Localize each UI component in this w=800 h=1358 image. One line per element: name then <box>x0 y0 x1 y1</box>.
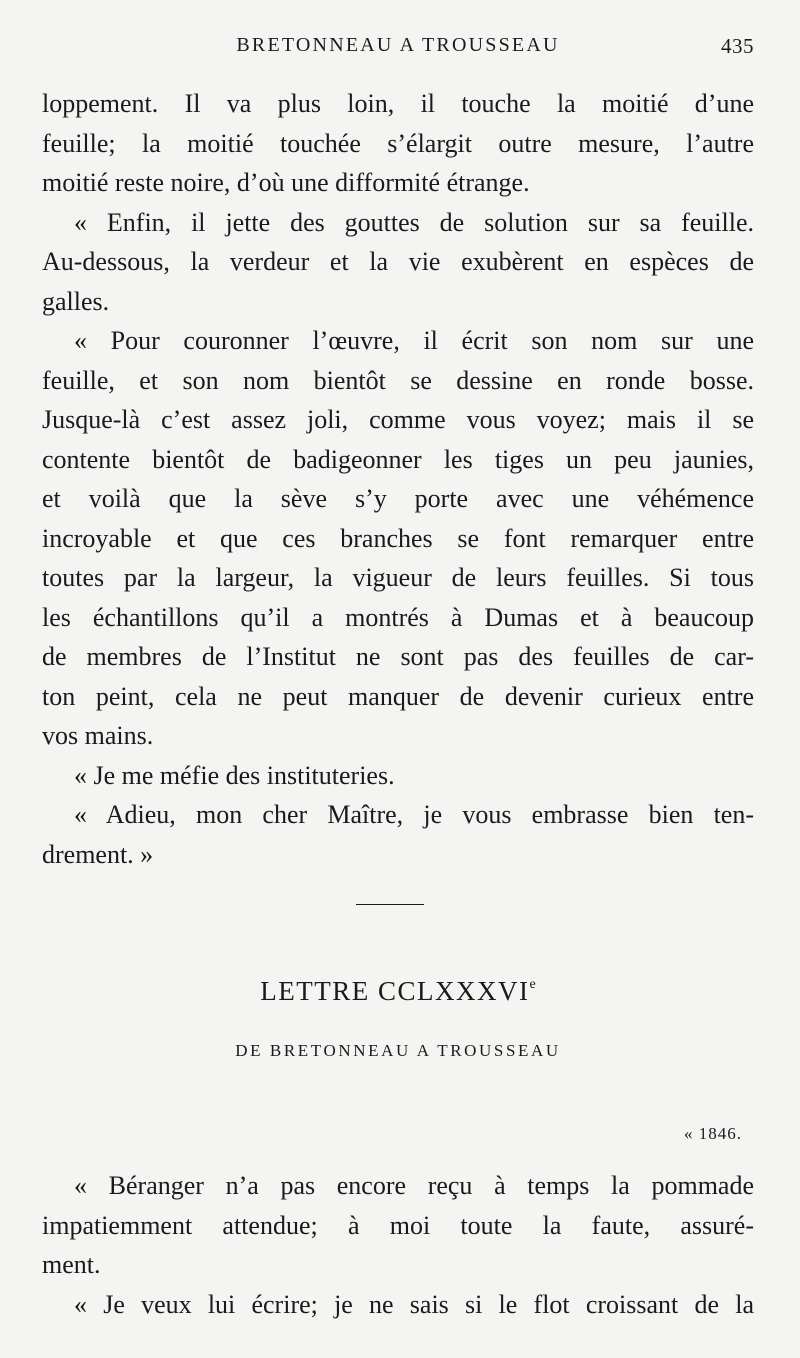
text-line: vos mains. <box>42 721 154 750</box>
text-block-top <box>42 84 754 874</box>
text-line: contente bientôt de badigeonner les tiges un peu jaunies, <box>42 444 754 474</box>
text-line: incroyable et que ces branches se font remarquer entre <box>42 523 754 553</box>
letter-title-suffix: e <box>529 977 536 992</box>
text-line: et voilà que la sève s’y porte avec une véhémence <box>42 484 754 513</box>
text-line: loppement. Il va plus loin, il touche la moitié d’une <box>42 89 754 118</box>
text-line: feuille, et son nom bientôt se dessine en ronde bosse. <box>42 365 754 395</box>
text-line: de membres de l’Institut ne sont pas des feuilles de car- <box>42 642 754 671</box>
text-line: ment. <box>42 1250 101 1279</box>
letter-date: « 1846. <box>684 1124 742 1143</box>
text-line: feuille; la moitié touchée s’élargit outre mesure, l’autre <box>42 128 754 158</box>
text-line: « Je me méfie des instituteries. <box>74 760 395 790</box>
text-line: drement. » <box>42 839 154 869</box>
text-block-bottom <box>42 1166 754 1324</box>
text-line: impatiemment attendue; à moi toute la faute, assuré- <box>42 1210 754 1240</box>
text-line: « Je veux lui écrire; je ne sais si le flot croissant de la <box>74 1289 754 1319</box>
running-head <box>42 32 754 64</box>
letter-title <box>42 976 754 1007</box>
text-line: « Pour couronner l’œuvre, il écrit son nom sur une <box>74 326 754 355</box>
text-line: les échantillons qu’il a montrés à Dumas et à beaucoup <box>42 602 754 632</box>
section-divider <box>356 904 424 905</box>
letter-title-text: LETTRE CCLXXXVI <box>260 976 530 1006</box>
text-line: Jusque-là c’est assez joli, comme vous voyez; mais il se <box>42 405 754 434</box>
text-line: ton peint, cela ne peut manquer de devenir curieux entre <box>42 681 754 711</box>
text-line: toutes par la largeur, la vigueur de leurs feuilles. Si tous <box>42 563 754 592</box>
text-line: moitié reste noire, d’où une difformité étrange. <box>42 168 530 197</box>
text-line: « Béranger n’a pas encore reçu à temps la pommade <box>74 1171 754 1200</box>
text-line: Au-dessous, la verdeur et la vie exubèrent en espèces de <box>42 247 754 276</box>
text-line: galles. <box>42 286 110 316</box>
running-title: BRETONNEAU A TROUSSEAU <box>236 34 560 56</box>
page-number: 435 <box>721 34 754 58</box>
text-line: « Adieu, mon cher Maître, je vous embrasse bien ten- <box>74 800 754 829</box>
text-line: « Enfin, il jette des gouttes de solution sur sa feuille. <box>74 207 754 237</box>
letter-subtitle: DE BRETONNEAU A TROUSSEAU <box>235 1041 561 1060</box>
